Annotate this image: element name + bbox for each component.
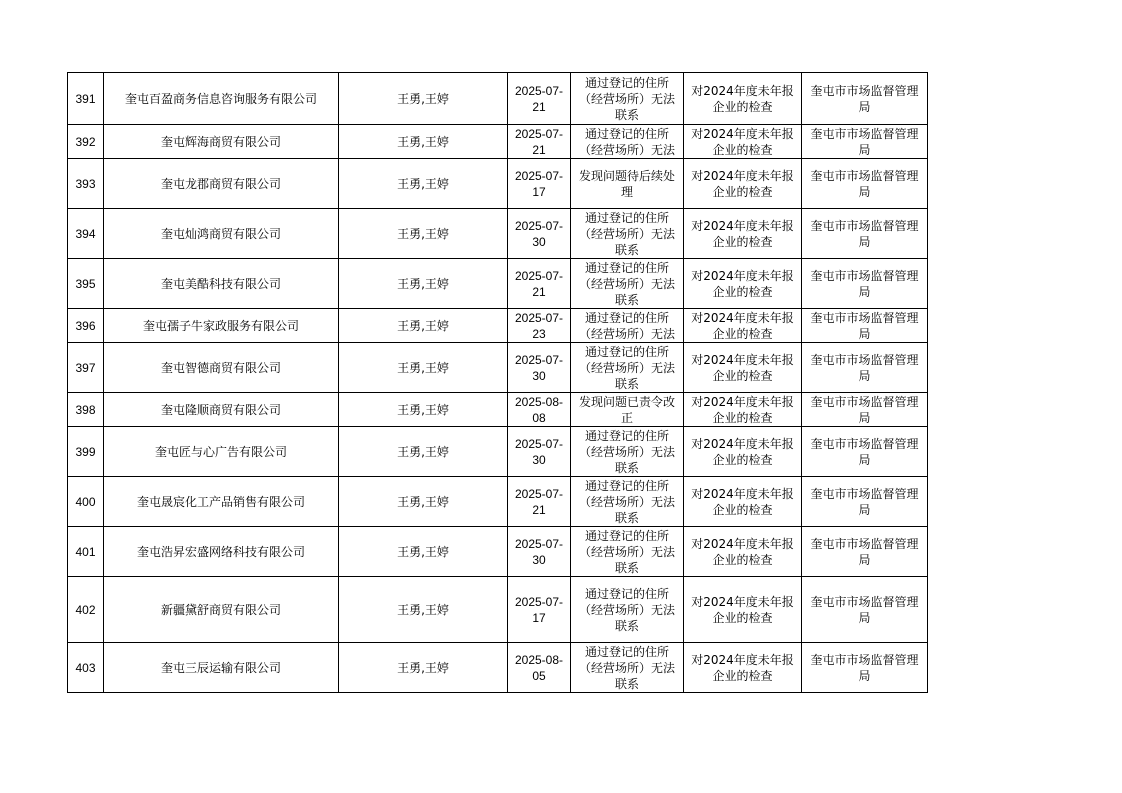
inspection-result-cell — [571, 393, 684, 427]
company-name-cell: 奎屯智德商贸有限公司 — [104, 343, 339, 393]
inspection-task: 对2024年度未年报 企业的检查 — [691, 126, 794, 157]
row-number-cell: 402 — [68, 577, 104, 643]
inspection-department-cell — [802, 159, 928, 209]
inspection-task-cell — [684, 73, 802, 125]
inspection-task-cell — [684, 527, 802, 577]
inspection-date-cell — [508, 259, 571, 309]
inspection-date-cell — [508, 125, 571, 159]
inspection-date-cell — [508, 343, 571, 393]
inspection-department: 奎屯市市场监督管理 局 — [810, 486, 919, 517]
inspection-result-cell — [571, 577, 684, 643]
inspection-result: 通过登记的住所 （经营场所）无法 联系 — [578, 210, 675, 257]
table-row — [68, 125, 928, 159]
table-row — [68, 259, 928, 309]
inspection-date: 2025-07- 30 — [514, 352, 564, 383]
inspection-date-cell — [508, 309, 571, 343]
inspection-result: 通过登记的住所 （经营场所）无法 联系 — [578, 528, 675, 575]
inspection-department: 奎屯市市场监督管理 局 — [810, 436, 919, 467]
inspection-department-cell — [802, 343, 928, 393]
row-number-cell: 395 — [68, 259, 104, 309]
company-name-cell: 奎屯龙郡商贸有限公司 — [104, 159, 339, 209]
inspectors-cell: 王勇,王婷 — [339, 343, 508, 393]
inspection-date-cell — [508, 393, 571, 427]
inspection-task: 对2024年度未年报 企业的检查 — [691, 218, 794, 249]
inspectors-cell: 王勇,王婷 — [339, 577, 508, 643]
table-row — [68, 343, 928, 393]
row-number-cell: 401 — [68, 527, 104, 577]
inspection-task-cell — [684, 159, 802, 209]
inspection-date: 2025-07- 30 — [514, 536, 564, 567]
inspection-date-cell — [508, 643, 571, 693]
inspectors-cell: 王勇,王婷 — [339, 427, 508, 477]
inspectors-cell: 王勇,王婷 — [339, 527, 508, 577]
row-number-cell: 403 — [68, 643, 104, 693]
inspection-department: 奎屯市市场监督管理 局 — [810, 218, 919, 249]
company-name-cell: 奎屯浩昇宏盛网络科技有限公司 — [104, 527, 339, 577]
inspection-department-cell — [802, 527, 928, 577]
inspection-result-cell — [571, 259, 684, 309]
inspection-department: 奎屯市市场监督管理 局 — [810, 168, 919, 199]
inspection-date-cell — [508, 159, 571, 209]
inspection-result-cell — [571, 427, 684, 477]
company-name-cell: 新疆黛舒商贸有限公司 — [104, 577, 339, 643]
inspection-task: 对2024年度未年报 企业的检查 — [691, 83, 794, 114]
inspection-result: 通过登记的住所 （经营场所）无法 联系 — [578, 344, 675, 391]
inspection-date: 2025-07- 21 — [514, 268, 564, 299]
inspection-department-cell — [802, 209, 928, 259]
inspection-task-cell — [684, 259, 802, 309]
company-name-cell: 奎屯百盈商务信息咨询服务有限公司 — [104, 73, 339, 125]
inspection-date-cell — [508, 427, 571, 477]
company-name-cell: 奎屯晟宸化工产品销售有限公司 — [104, 477, 339, 527]
inspection-result-cell — [571, 643, 684, 693]
inspection-result: 通过登记的住所 （经营场所）无法 联系 — [578, 75, 675, 122]
inspection-date: 2025-07- 17 — [514, 594, 564, 625]
row-number-cell: 398 — [68, 393, 104, 427]
inspection-date-cell — [508, 209, 571, 259]
inspection-result: 通过登记的住所 （经营场所）无法 联系 — [578, 644, 675, 691]
inspection-department: 奎屯市市场监督管理 局 — [810, 352, 919, 383]
inspection-task: 对2024年度未年报 企业的检查 — [691, 436, 794, 467]
inspectors-cell: 王勇,王婷 — [339, 643, 508, 693]
inspection-task: 对2024年度未年报 企业的检查 — [691, 310, 794, 341]
inspection-date: 2025-07- 21 — [514, 126, 564, 157]
inspection-task-cell — [684, 343, 802, 393]
inspectors-cell: 王勇,王婷 — [339, 159, 508, 209]
row-number-cell: 400 — [68, 477, 104, 527]
inspection-task-cell — [684, 427, 802, 477]
company-name-cell: 奎屯三辰运输有限公司 — [104, 643, 339, 693]
inspection-task-cell — [684, 125, 802, 159]
inspection-date: 2025-07- 21 — [514, 83, 564, 114]
inspectors-cell: 王勇,王婷 — [339, 309, 508, 343]
inspection-result: 通过登记的住所 （经营场所）无法 — [578, 310, 675, 341]
inspection-task-cell — [684, 309, 802, 343]
row-number-cell: 392 — [68, 125, 104, 159]
inspection-task: 对2024年度未年报 企业的检查 — [691, 268, 794, 299]
row-number-cell: 391 — [68, 73, 104, 125]
inspection-date-cell — [508, 527, 571, 577]
table-row — [68, 73, 928, 125]
table-row — [68, 159, 928, 209]
table-row — [68, 209, 928, 259]
inspection-department-cell — [802, 427, 928, 477]
inspection-result-cell — [571, 159, 684, 209]
table-body — [68, 73, 928, 693]
inspection-result-cell — [571, 309, 684, 343]
inspection-result-cell — [571, 477, 684, 527]
table-row — [68, 309, 928, 343]
inspection-department: 奎屯市市场监督管理 局 — [810, 594, 919, 625]
inspection-task: 对2024年度未年报 企业的检查 — [691, 168, 794, 199]
inspection-task: 对2024年度未年报 企业的检查 — [691, 486, 794, 517]
inspection-date-cell — [508, 577, 571, 643]
inspection-department: 奎屯市市场监督管理 局 — [810, 310, 919, 341]
inspection-department-cell — [802, 125, 928, 159]
inspection-result-cell — [571, 527, 684, 577]
inspectors-cell: 王勇,王婷 — [339, 259, 508, 309]
inspection-department-cell — [802, 73, 928, 125]
company-name-cell: 奎屯美酷科技有限公司 — [104, 259, 339, 309]
inspection-date: 2025-08- 05 — [514, 652, 564, 683]
inspection-department: 奎屯市市场监督管理 局 — [810, 268, 919, 299]
inspection-date-cell — [508, 73, 571, 125]
table-row — [68, 643, 928, 693]
row-number-cell: 394 — [68, 209, 104, 259]
inspection-result-cell — [571, 209, 684, 259]
inspectors-cell: 王勇,王婷 — [339, 209, 508, 259]
inspection-result: 通过登记的住所 （经营场所）无法 联系 — [578, 586, 675, 633]
inspection-task: 对2024年度未年报 企业的检查 — [691, 352, 794, 383]
inspection-task: 对2024年度未年报 企业的检查 — [691, 594, 794, 625]
inspection-results-table — [67, 72, 928, 693]
inspection-department: 奎屯市市场监督管理 局 — [810, 126, 919, 157]
inspection-result: 通过登记的住所 （经营场所）无法 — [578, 126, 675, 157]
inspection-task-cell — [684, 477, 802, 527]
inspection-department-cell — [802, 643, 928, 693]
inspectors-cell: 王勇,王婷 — [339, 477, 508, 527]
table-row — [68, 427, 928, 477]
company-name-cell: 奎屯隆顺商贸有限公司 — [104, 393, 339, 427]
inspection-department: 奎屯市市场监督管理 局 — [810, 83, 919, 114]
inspection-task: 对2024年度未年报 企业的检查 — [691, 536, 794, 567]
inspection-department: 奎屯市市场监督管理 局 — [810, 536, 919, 567]
inspection-department-cell — [802, 577, 928, 643]
inspection-date: 2025-07- 30 — [514, 218, 564, 249]
inspection-task-cell — [684, 209, 802, 259]
inspection-task-cell — [684, 393, 802, 427]
row-number-cell: 393 — [68, 159, 104, 209]
inspection-date: 2025-07- 21 — [514, 486, 564, 517]
table-row — [68, 527, 928, 577]
inspection-date: 2025-07- 30 — [514, 436, 564, 467]
inspection-task-cell — [684, 577, 802, 643]
inspection-department: 奎屯市市场监督管理 局 — [810, 394, 919, 425]
inspection-department-cell — [802, 393, 928, 427]
row-number-cell: 399 — [68, 427, 104, 477]
table-row — [68, 577, 928, 643]
inspection-task-cell — [684, 643, 802, 693]
inspection-result: 发现问题待后续处 理 — [578, 168, 675, 199]
inspection-department-cell — [802, 259, 928, 309]
inspection-result-cell — [571, 343, 684, 393]
inspectors-cell: 王勇,王婷 — [339, 73, 508, 125]
table-row — [68, 393, 928, 427]
inspection-result: 通过登记的住所 （经营场所）无法 联系 — [578, 478, 675, 525]
company-name-cell: 奎屯辉海商贸有限公司 — [104, 125, 339, 159]
inspection-task: 对2024年度未年报 企业的检查 — [691, 652, 794, 683]
inspection-result-cell — [571, 125, 684, 159]
inspectors-cell: 王勇,王婷 — [339, 125, 508, 159]
company-name-cell: 奎屯灿鸿商贸有限公司 — [104, 209, 339, 259]
inspection-department: 奎屯市市场监督管理 局 — [810, 652, 919, 683]
inspection-task: 对2024年度未年报 企业的检查 — [691, 394, 794, 425]
company-name-cell: 奎屯匠与心广告有限公司 — [104, 427, 339, 477]
inspection-department-cell — [802, 477, 928, 527]
company-name-cell: 奎屯孺子牛家政服务有限公司 — [104, 309, 339, 343]
inspection-date: 2025-08- 08 — [514, 394, 564, 425]
table-row — [68, 477, 928, 527]
inspection-result: 通过登记的住所 （经营场所）无法 联系 — [578, 260, 675, 307]
inspection-date-cell — [508, 477, 571, 527]
row-number-cell: 397 — [68, 343, 104, 393]
inspection-date: 2025-07- 17 — [514, 168, 564, 199]
inspectors-cell: 王勇,王婷 — [339, 393, 508, 427]
inspection-result-cell — [571, 73, 684, 125]
inspection-result: 通过登记的住所 （经营场所）无法 联系 — [578, 428, 675, 475]
inspection-result: 发现问题已责令改 正 — [578, 394, 675, 425]
inspection-date: 2025-07- 23 — [514, 310, 564, 341]
row-number-cell: 396 — [68, 309, 104, 343]
inspection-department-cell — [802, 309, 928, 343]
